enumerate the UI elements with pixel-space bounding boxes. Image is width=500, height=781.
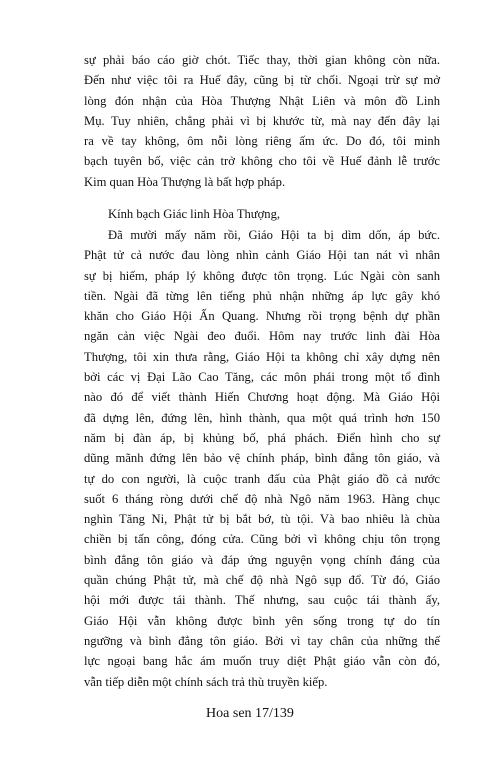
text-line: nghìn Tăng Ni, Phật tử bị bắt bớ, tù tội. Và bao nhiêu là chùa	[84, 512, 440, 527]
text-line: Giáo Hội vẫn không được bình yên sống trong tự do tín	[84, 613, 440, 628]
text-line: tiền. Ngài đã từng lên tiếng phủ nhận những áp lực gây khó	[84, 288, 440, 303]
text-line: suốt 6 tháng ròng dưới chế độ nhà Ngô năm 1963. Hàng chục	[84, 491, 440, 506]
text-line: bạch tuyên bố, việc cản trở không cho tôi về Huế đảnh lễ trước	[84, 154, 440, 169]
text-line: chiền bị tấn công, đóng cửa. Cũng bởi vì không chịu tôn trọng	[84, 532, 440, 547]
text-line: ra về tay không, ôm nỗi lòng riêng ấm ức. Do đó, tôi minh	[84, 134, 440, 149]
text-line: Đã mười mấy năm rồi, Giáo Hội ta bị dìm dốn, áp bức.	[108, 228, 440, 242]
salutation-line: Kính bạch Giác linh Hòa Thượng,	[108, 207, 281, 221]
text-line: bình đẳng tôn giáo và đáp ứng nguyện vọng chính đáng của	[84, 552, 440, 567]
text-line: quần chúng Phật tử, mà chế độ nhà Ngô sụp đổ. Từ đó, Giáo	[84, 573, 440, 588]
text-line: lực ngoại bang hắc ám muốn truy diệt Phật giáo vẫn còn đó,	[84, 654, 440, 669]
text-line: Phật tử cả nước đau lòng nhìn cảnh Giáo Hội tan nát vì nhân	[84, 248, 440, 263]
text-line: tự do con người, là cuộc tranh đấu của Phật giáo đồ cả nước	[84, 471, 440, 486]
text-line: hội mới được tái thành. Thế nhưng, sau cuộc tái thành ấy,	[84, 593, 440, 608]
text-line: dũng mãnh đứng lên bảo vệ chính pháp, bình đẳng tôn giáo, và	[84, 451, 440, 466]
text-line: năm bị đàn áp, bị khủng bố, phá phách. Điển hình cho sự	[84, 430, 440, 445]
text-line: Mụ. Tuy nhiên, chẳng phải vì bị khước từ, mà nay đến đây lại	[84, 113, 440, 128]
text-line: vẫn tiếp diễn một chính sách trả thù truyền kiếp.	[84, 674, 328, 689]
text-line: lòng đón nhận của Hòa Thượng Nhật Liên và môn đồ Linh	[84, 93, 440, 108]
paragraph-1	[84, 50, 440, 192]
text-line: Thượng, tôi xin thưa rằng, Giáo Hội ta không chỉ xây dựng nên	[84, 349, 440, 364]
text-line: Đến như việc tôi ra Huế đây, cũng bị từ chối. Ngoại trừ sự mở	[84, 73, 440, 88]
paragraph-2	[84, 225, 440, 692]
text-line: bởi các vị Đại Lão Cao Tăng, các môn phái trong một tổ đình	[84, 370, 440, 385]
text-line: khăn cho Giáo Hội Ấn Quang. Nhưng rồi trọng bệnh dự phần	[84, 309, 440, 324]
text-line: nào đó để viết thành Hiến Chương hoạt động. Mà Giáo Hội	[84, 390, 440, 405]
text-line: ngưỡng và bình đẳng tôn giáo. Bởi vì tay chân của những thế	[84, 633, 440, 648]
text-line: đã dựng lên, đứng lên, hình thành, qua một quá trình hơn 150	[84, 410, 440, 425]
text-line: Kim quan Hòa Thượng là bất hợp pháp.	[84, 174, 286, 189]
text-line: ngăn cản việc Ngài đeo đuổi. Hôm nay trước linh đài Hòa	[84, 329, 440, 344]
page-footer: Hoa sen 17/139	[206, 706, 294, 721]
text-line: sự phải báo cáo giờ chót. Tiếc thay, thời gian không còn nữa.	[84, 53, 440, 67]
text-line: sự bị hiếm, pháp lý không được tôn trọng. Lúc Ngài còn sanh	[84, 268, 440, 283]
salutation	[84, 204, 440, 224]
